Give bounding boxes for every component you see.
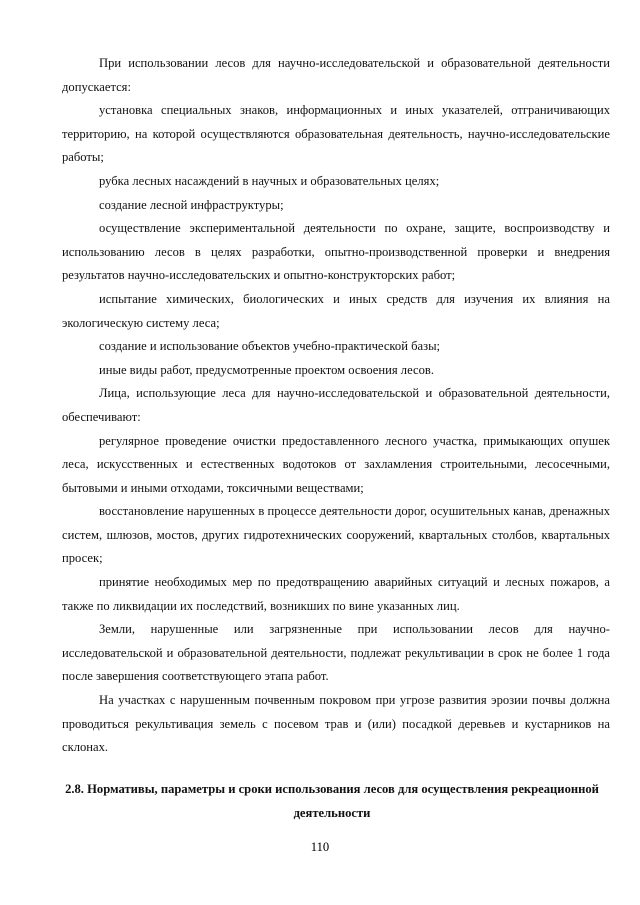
paragraph-list-item: испытание химических, биологических и иных средств для изучения их влияния на экологическую систему леса; xyxy=(62,291,610,330)
paragraph-list-item: принятие необходимых мер по предотвращению аварийных ситуаций и лесных пожаров, а также по ликвидации их последствий, возникших по вине указанных лиц. xyxy=(62,575,610,613)
paragraph-list-item: регулярное проведение очистки предоставленного лесного участка, примыкающих опушек леса, искусственных и естественных водотоков от захламления строительными, лесосечными, бытовыми и иными отходами, токсичными веществами; xyxy=(62,433,610,495)
paragraph-obligations-intro: Лица, использующие леса для научно-исследовательской и образовательной деятельности, обеспечивают: xyxy=(62,386,610,424)
paragraph-list-item: рубка лесных насаждений в научных и образовательных целях; xyxy=(99,173,440,188)
paragraph-intro: При использовании лесов для научно-исследовательской и образовательной деятельности допускается: xyxy=(62,56,610,94)
section-heading: 2.8. Нормативы, параметры и сроки использования лесов для осуществления рекреационной деятельности xyxy=(65,781,599,820)
paragraph-reclamation: Земли, нарушенные или загрязненные при использовании лесов для научно-исследовательской и образовательной деятельности, подлежат рекультивации в срок не более 1 года после завершения соответствующего этапа работ. xyxy=(62,622,610,684)
paragraph-list-item: создание и использование объектов учебно-практической базы; xyxy=(99,339,441,354)
paragraph-list-item: осуществление экспериментальной деятельности по охране, защите, воспроизводству и использованию лесов в целях разработки, опытно-производственной проверки и внедрения результатов научно-исследовательских и опытно-конструкторских работ; xyxy=(62,221,610,283)
paragraph-list-item: создание лесной инфраструктуры; xyxy=(99,197,284,212)
paragraph-list-item: иные виды работ, предусмотренные проектом освоения лесов. xyxy=(99,362,434,377)
paragraph-list-item: установка специальных знаков, информационных и иных указателей, отграничивающих территорию, на которой осуществляются образовательная деятельность, научно-исследовательские работы; xyxy=(62,103,610,165)
body-text xyxy=(62,52,610,760)
page-number: 110 xyxy=(310,840,330,854)
paragraph-list-item: восстановление нарушенных в процессе деятельности дорог, осушительных канав, дренажных систем, шлюзов, мостов, других гидротехнических сооружений, квартальных столбов, квартальных просек; xyxy=(62,504,610,566)
paragraph-erosion: На участках с нарушенным почвенным покровом при угрозе развития эрозии почвы должна проводиться рекультивация земель с посевом трав и (или) посадкой деревьев и кустарников на склонах. xyxy=(62,693,610,755)
